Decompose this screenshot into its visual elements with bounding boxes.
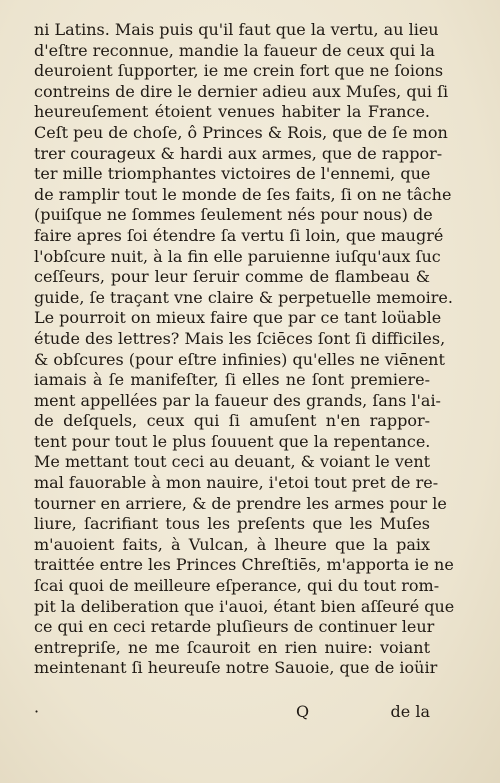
text-line: Ceſt peu de choſe, ô Princes & Rois, que de ſe mon (34, 122, 448, 142)
text-line: Le pourroit on mieux faire que par ce tant loüable (34, 308, 442, 328)
body-text (34, 20, 455, 679)
signature-mark: Q (296, 702, 310, 721)
catchword: de la (390, 702, 430, 721)
text-line: Me mettant tout ceci au deuant, & voiant le vent (34, 452, 431, 472)
text-line: entrepriſe, ne me ſcauroit en rien nuire: voiant (34, 637, 430, 657)
text-line: étude des lettres? Mais les ſciēces ſont ſi difficiles, (34, 328, 446, 348)
text-line: d'eſtre reconnue, mandie la faueur de ceux qui la (34, 40, 435, 60)
text-line: (puiſque ne ſommes ſeulement nés pour nous) de (34, 205, 433, 225)
text-line: tent pour tout le plus ſouuent que la repentance. (34, 431, 431, 451)
text-line: ni Latins. Mais puis qu'il faut que la vertu, au lieu (34, 20, 439, 39)
text-line: & obſcures (pour eſtre infinies) qu'elles ne viēnent (34, 349, 445, 369)
text-line: de ramplir tout le monde de ſes faits, ſi on ne tâche (34, 184, 452, 204)
text-line: trer courageux & hardi aux armes, que de rappor- (34, 143, 443, 163)
text-line: deuroient ſupporter, ie me crein fort que ne ſoions (34, 61, 444, 81)
text-line: liure, ſacrifiant tous les preſents que les Muſes (34, 514, 430, 534)
text-line: meintenant ſi heureuſe notre Sauoie, que de ioüir (34, 658, 438, 678)
text-line: ter mille triomphantes victoires de l'ennemi, que (34, 164, 431, 184)
footer-dot: · (34, 702, 40, 721)
text-line: pit la deliberation que i'auoi, étant bien aſſeuré que (34, 596, 455, 616)
text-line: l'obſcure nuit, à la fin elle paruienne iuſqu'aux ſuc (34, 246, 441, 266)
text-line: ſcai quoi de meilleure eſperance, qui du tout rom- (34, 576, 440, 596)
text-line: faire apres ſoi étendre ſa vertu ſi loin, que maugré (34, 225, 444, 245)
text-line: heureuſement étoient venues habiter la France. (34, 102, 430, 122)
text-line: de deſquels, ceux qui ſi amuſent n'en rappor- (34, 411, 430, 431)
text-line: contreins de dire le dernier adieu aux Muſes, qui ſi (34, 81, 449, 101)
text-line: traittée entre les Princes Chreſtiēs, m'apporta ie ne (34, 555, 454, 575)
text-line: guide, ſe traçant vne claire & perpetuelle memoire. (34, 287, 453, 307)
text-line: m'auoient faits, à Vulcan, à lheure que la paix (34, 534, 430, 554)
text-line: ment appellées par la faueur des grands, ſans l'ai- (34, 390, 441, 410)
text-line: tourner en arriere, & de prendre les armes pour le (34, 493, 447, 513)
page-footer (34, 700, 430, 724)
text-line: iamais à ſe manifeſter, ſi elles ne ſont premiere- (34, 370, 430, 390)
text-line: ceſſeurs, pour leur ſeruir comme de flambeau & (34, 267, 430, 287)
text-line: ce qui en ceci retarde pluſieurs de continuer leur (34, 617, 435, 637)
text-line: mal fauorable à mon nauire, i'etoi tout pret de re- (34, 473, 439, 493)
